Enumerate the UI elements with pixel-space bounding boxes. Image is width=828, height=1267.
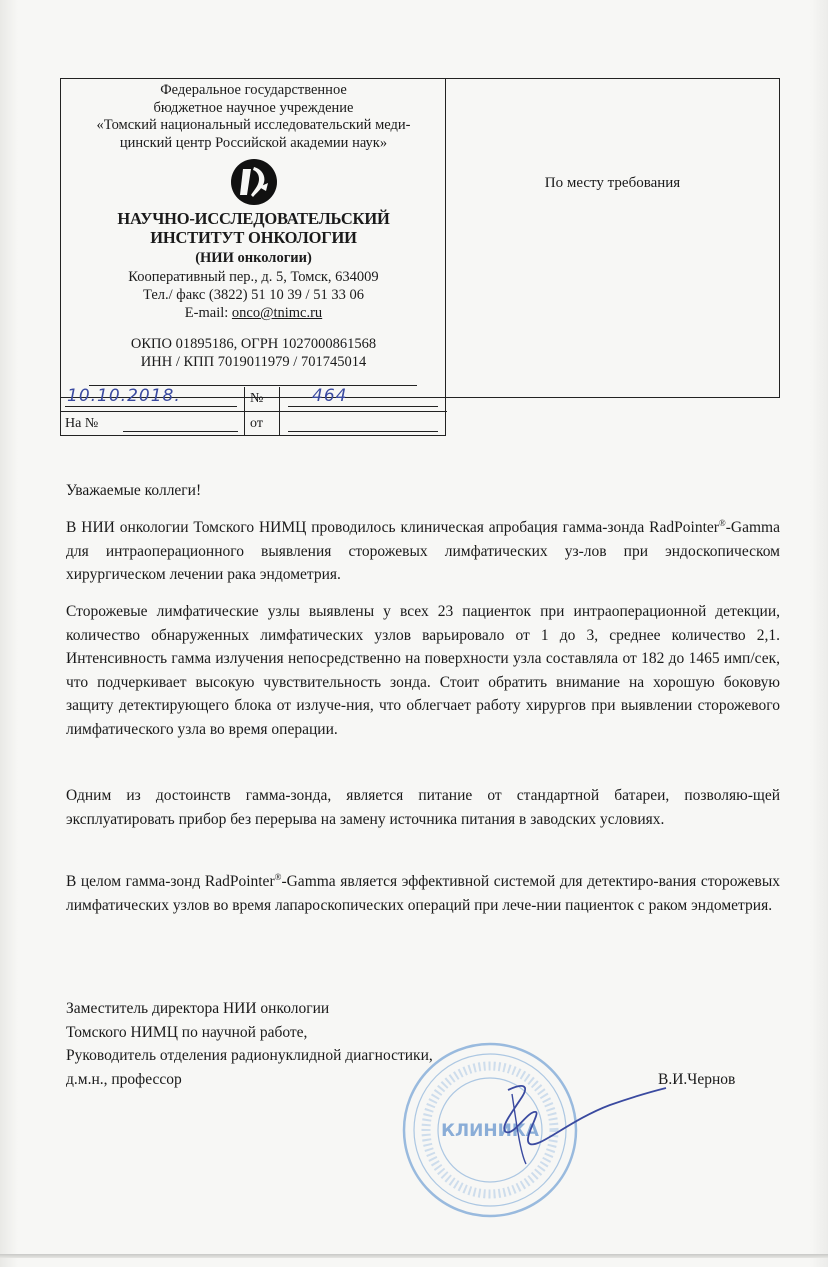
paragraph-1-part-a: В НИИ онкологии Томского НИМЦ проводилось клиническая апробация гамма-зонда RadPointer xyxy=(66,519,719,536)
paragraph-4 xyxy=(66,870,780,917)
registration-row-outgoing xyxy=(61,387,447,411)
letterhead-addressee xyxy=(446,79,779,397)
outgoing-date: 10.10.2018. xyxy=(67,386,181,406)
email-line xyxy=(61,304,446,322)
institute-name-line2: ИНСТИТУТ ОНКОЛОГИИ xyxy=(150,228,357,247)
okpo-ogrn: ОКПО 01895186, ОГРН 1027000861568 xyxy=(130,336,377,352)
number-label: № xyxy=(244,387,280,411)
registration-row-reference xyxy=(61,411,447,436)
signatory-line-3: Руководитель отделения радионуклидной диагностики, xyxy=(66,1047,433,1065)
org-line-2: бюджетное научное учреждение xyxy=(153,99,354,116)
paragraph-4-part-a: В целом гамма-зонд RadPointer xyxy=(66,873,275,890)
paragraph-4-part-b: -Gamma является эффективной системой для детектиро-вания сторожевых лимфатических узлов во время лапароскопических операций при лече-нии пациенток с раком эндометрия. xyxy=(66,873,780,914)
org-line-4: цинский центр Российской академии наук» xyxy=(119,134,388,151)
signatory-line-1: Заместитель директора НИИ онкологии xyxy=(66,1000,330,1017)
org-line-1: Федеральное государственное xyxy=(160,82,347,98)
registered-mark: ® xyxy=(274,871,282,882)
outgoing-number: 464 xyxy=(312,386,348,406)
scan-edge xyxy=(0,1254,828,1258)
stamp-text: КЛИНИКА xyxy=(441,1121,539,1141)
signatory-name: В.И.Чернов xyxy=(658,1071,736,1088)
parent-organization xyxy=(61,82,446,152)
reference-underline xyxy=(123,431,238,432)
paragraph-1 xyxy=(66,516,780,587)
date-underline xyxy=(65,406,237,407)
salutation: Уважаемые коллеги! xyxy=(66,482,202,499)
signatory-line-4: д.м.н., профессор xyxy=(66,1070,182,1088)
contact-block xyxy=(61,268,446,322)
email-link[interactable]: onco@tnimc.ru xyxy=(231,305,323,321)
reference-number-cell xyxy=(119,412,244,436)
letterhead-sender xyxy=(61,79,446,397)
reference-date-cell xyxy=(280,412,445,436)
institute-abbr: (НИИ онкологии) xyxy=(195,250,312,266)
paragraph-3: Одним из достоинств гамма-зонда, является питание от стандартной батареи, позволяю-щей эксплуатировать прибор без перерыва на замену источника питания в заводских условиях. xyxy=(66,787,780,828)
email-label: E-mail: xyxy=(184,305,232,321)
signatory-block xyxy=(66,997,566,1091)
institute-name xyxy=(61,209,446,247)
paragraph-2: Сторожевые лимфатические узлы выявлены у всех 23 пациенток при интраоперационной детекции, количество обнаруженных лимфатических узлов варьировало от 1 до 3, среднее количество 2,1. Интенсивность гамма излучения непосредственно на поверхности узла составляла от 182 до 1465 имп/сек, что подчеркивает высокую чувствительность зонда. Стоит обратить внимание на хорошую боковую защиту детектирующего блока от излуче-ния, что облегчает работу хирургов при выявлении сторожевого лимфатического узла во время операции. xyxy=(66,603,780,738)
number-underline xyxy=(288,406,438,407)
org-line-3: «Томский национальный исследовательский меди- xyxy=(96,117,411,133)
paragraph-1-part-b: -Gamma для интраоперационного выявления сторожевых лимфатических уз-лов при эндоскопическом хирургическом лечении рака эндометрия. xyxy=(66,519,780,584)
signatory-line-2: Томского НИМЦ по научной работе, xyxy=(66,1023,308,1041)
institute-name-line1: НАУЧНО-ИССЛЕДОВАТЕЛЬСКИЙ xyxy=(117,209,390,228)
outgoing-date-cell xyxy=(61,387,244,411)
reference-label: На № xyxy=(65,416,99,431)
from-label: от xyxy=(244,412,280,436)
letterhead-table xyxy=(60,78,780,398)
registration-table xyxy=(60,387,446,436)
reference-date-underline xyxy=(288,431,438,432)
institute-logo-icon xyxy=(229,157,279,207)
addressee: По месту требования xyxy=(544,175,681,191)
phone-fax: Тел./ факс (3822) 51 10 39 / 51 33 06 xyxy=(143,287,364,303)
outgoing-number-cell xyxy=(280,387,445,411)
postal-address: Кооперативный пер., д. 5, Томск, 634009 xyxy=(128,269,379,285)
registry-codes xyxy=(61,335,446,371)
inn-kpp: ИНН / КПП 7019011979 / 701745014 xyxy=(140,354,367,370)
registered-mark: ® xyxy=(718,517,726,528)
